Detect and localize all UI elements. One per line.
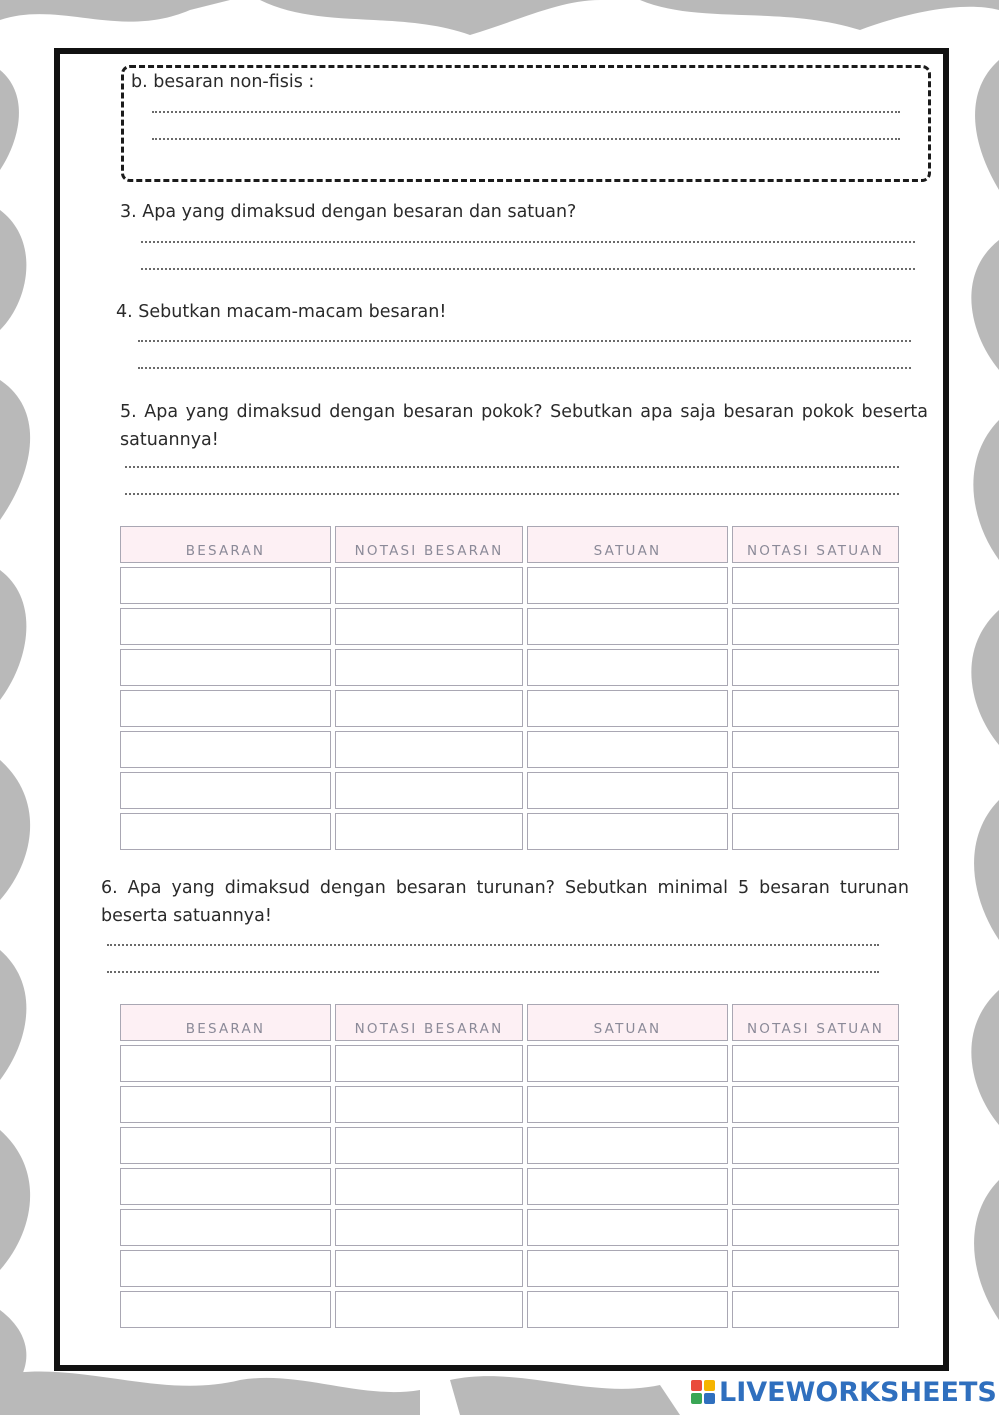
table-cell[interactable] bbox=[732, 813, 899, 850]
table-row bbox=[120, 772, 899, 809]
table-cell[interactable] bbox=[335, 690, 523, 727]
table-row bbox=[120, 1250, 899, 1287]
table-cell[interactable] bbox=[527, 1291, 728, 1328]
table-cell[interactable] bbox=[120, 772, 331, 809]
table-cell[interactable] bbox=[335, 567, 523, 604]
table-cell[interactable] bbox=[732, 1250, 899, 1287]
question-4: 4. Sebutkan macam-macam besaran! bbox=[116, 302, 447, 322]
table-cell[interactable] bbox=[527, 813, 728, 850]
table-cell[interactable] bbox=[527, 1250, 728, 1287]
question-3: 3. Apa yang dimaksud dengan besaran dan satuan? bbox=[120, 202, 577, 222]
table-cell[interactable] bbox=[335, 1250, 523, 1287]
table-cell[interactable] bbox=[527, 1045, 728, 1082]
table-cell[interactable] bbox=[732, 731, 899, 768]
worksheet-page bbox=[54, 48, 949, 1371]
table-cell[interactable] bbox=[335, 649, 523, 686]
column-header-satuan: SATUAN bbox=[527, 1004, 728, 1041]
answer-line[interactable] bbox=[138, 340, 911, 342]
column-header-notasi-satuan: NOTASI SATUAN bbox=[732, 526, 899, 563]
question-6: 6. Apa yang dimaksud dengan besaran turunan? Sebutkan minimal 5 besaran turunan beserta satuannya! bbox=[101, 878, 909, 926]
table-cell[interactable] bbox=[732, 649, 899, 686]
column-header-besaran: BESARAN bbox=[120, 1004, 331, 1041]
liveworksheets-logo-icon bbox=[691, 1380, 715, 1404]
table-row bbox=[120, 1127, 899, 1164]
table-cell[interactable] bbox=[335, 1045, 523, 1082]
derived-quantity-table bbox=[116, 1000, 903, 1332]
answer-line[interactable] bbox=[138, 367, 911, 369]
table-cell[interactable] bbox=[120, 1168, 331, 1205]
table-cell[interactable] bbox=[120, 690, 331, 727]
table-cell[interactable] bbox=[335, 1291, 523, 1328]
table-row bbox=[120, 690, 899, 727]
table-row bbox=[120, 1291, 899, 1328]
table-cell[interactable] bbox=[527, 1127, 728, 1164]
table-cell[interactable] bbox=[120, 1250, 331, 1287]
answer-line[interactable] bbox=[125, 466, 899, 468]
table-cell[interactable] bbox=[732, 1086, 899, 1123]
answer-line[interactable] bbox=[152, 111, 900, 113]
table-cell[interactable] bbox=[527, 772, 728, 809]
table-cell[interactable] bbox=[120, 608, 331, 645]
table-row bbox=[120, 649, 899, 686]
question-5: 5. Apa yang dimaksud dengan besaran pokok? Sebutkan apa saja besaran pokok beserta satuannya! bbox=[120, 402, 928, 450]
answer-line[interactable] bbox=[152, 138, 900, 140]
table-cell[interactable] bbox=[527, 567, 728, 604]
table-cell[interactable] bbox=[120, 649, 331, 686]
table-cell[interactable] bbox=[335, 608, 523, 645]
answer-line[interactable] bbox=[141, 241, 915, 243]
table-cell[interactable] bbox=[732, 690, 899, 727]
table-cell[interactable] bbox=[120, 731, 331, 768]
table-cell[interactable] bbox=[120, 1045, 331, 1082]
table-row bbox=[120, 731, 899, 768]
table-cell[interactable] bbox=[335, 772, 523, 809]
table-row bbox=[120, 608, 899, 645]
answer-line[interactable] bbox=[107, 944, 879, 946]
section-b-label: b. besaran non-fisis : bbox=[131, 72, 315, 92]
table-row bbox=[120, 813, 899, 850]
liveworksheets-brand bbox=[691, 1374, 997, 1410]
table-cell[interactable] bbox=[120, 813, 331, 850]
brand-wordmark: LIVEWORKSHEETS bbox=[719, 1376, 997, 1408]
table-header-row bbox=[120, 526, 899, 563]
table-cell[interactable] bbox=[732, 1045, 899, 1082]
column-header-notasi-satuan: NOTASI SATUAN bbox=[732, 1004, 899, 1041]
table-cell[interactable] bbox=[527, 690, 728, 727]
table-cell[interactable] bbox=[732, 1291, 899, 1328]
table-header-row bbox=[120, 1004, 899, 1041]
table-cell[interactable] bbox=[335, 1086, 523, 1123]
table-cell[interactable] bbox=[527, 1086, 728, 1123]
table-cell[interactable] bbox=[120, 1209, 331, 1246]
column-header-notasi-besaran: NOTASI BESARAN bbox=[335, 526, 523, 563]
base-quantity-table bbox=[116, 522, 903, 854]
table-cell[interactable] bbox=[335, 1209, 523, 1246]
table-row bbox=[120, 1086, 899, 1123]
table-cell[interactable] bbox=[732, 1168, 899, 1205]
table-cell[interactable] bbox=[732, 608, 899, 645]
table-cell[interactable] bbox=[120, 567, 331, 604]
answer-line[interactable] bbox=[125, 493, 899, 495]
table-cell[interactable] bbox=[120, 1127, 331, 1164]
table-cell[interactable] bbox=[527, 1209, 728, 1246]
table-cell[interactable] bbox=[120, 1291, 331, 1328]
table-cell[interactable] bbox=[335, 1127, 523, 1164]
table-cell[interactable] bbox=[120, 1086, 331, 1123]
table-cell[interactable] bbox=[732, 772, 899, 809]
column-header-satuan: SATUAN bbox=[527, 526, 728, 563]
table-cell[interactable] bbox=[335, 1168, 523, 1205]
table-cell[interactable] bbox=[732, 1209, 899, 1246]
table-cell[interactable] bbox=[335, 731, 523, 768]
table-cell[interactable] bbox=[527, 649, 728, 686]
answer-line[interactable] bbox=[107, 971, 879, 973]
table-cell[interactable] bbox=[527, 1168, 728, 1205]
table-row bbox=[120, 1209, 899, 1246]
table-cell[interactable] bbox=[335, 813, 523, 850]
table-row bbox=[120, 1168, 899, 1205]
answer-line[interactable] bbox=[141, 268, 915, 270]
table-cell[interactable] bbox=[732, 567, 899, 604]
table-row bbox=[120, 567, 899, 604]
table-row bbox=[120, 1045, 899, 1082]
column-header-besaran: BESARAN bbox=[120, 526, 331, 563]
column-header-notasi-besaran: NOTASI BESARAN bbox=[335, 1004, 523, 1041]
table-cell[interactable] bbox=[527, 608, 728, 645]
table-cell[interactable] bbox=[732, 1127, 899, 1164]
table-cell[interactable] bbox=[527, 731, 728, 768]
